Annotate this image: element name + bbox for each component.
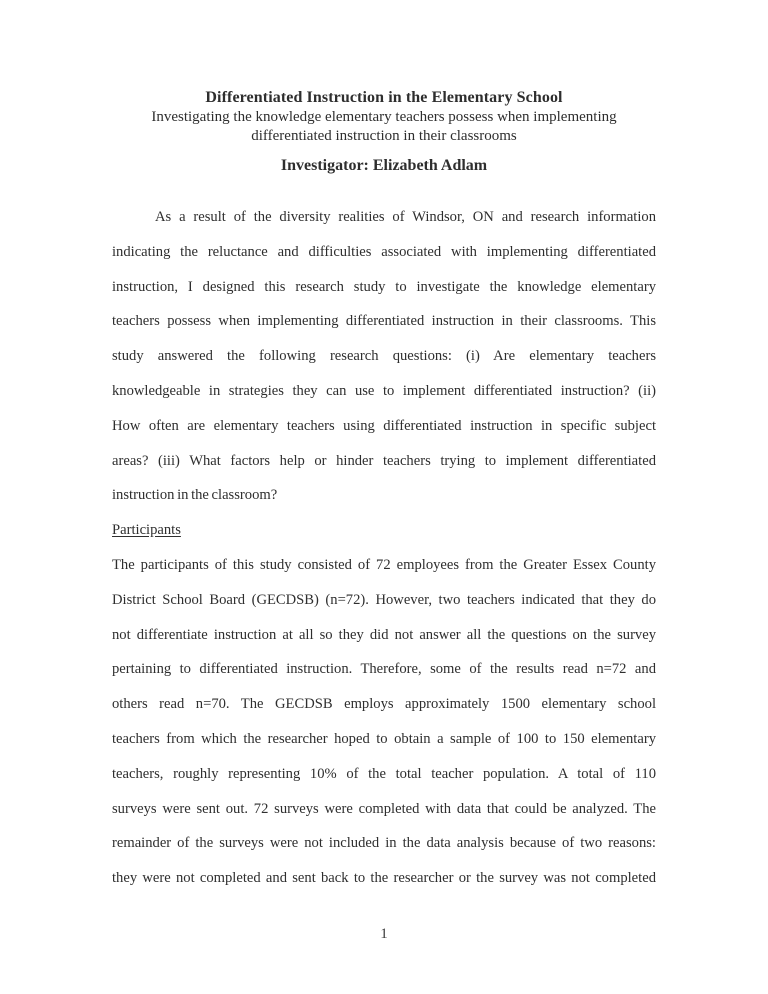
text-line: teachers possess when implementing differentiated instruction in their classrooms. This [112, 313, 656, 330]
text-line: instruction, I designed this research study to investigate the knowledge elementary [112, 278, 656, 295]
text-line: not differentiate instruction at all so they did not answer all the questions on the survey [112, 626, 656, 643]
document-subtitle [112, 108, 656, 147]
text-line: How often are elementary teachers using differentiated instruction in specific subject [112, 417, 656, 434]
text-line: teachers from which the researcher hoped to obtain a sample of 100 to 150 elementary [112, 730, 656, 747]
text-line: knowledgeable in strategies they can use to implement differentiated instruction? (ii) [112, 382, 656, 399]
text-line: areas? (iii) What factors help or hinder teachers trying to implement differentiated [112, 452, 656, 469]
document-body [112, 200, 656, 896]
text-line: study answered the following research questions: (i) Are elementary teachers [112, 348, 656, 365]
text-line: remainder of the surveys were not included in the data analysis because of two reasons: [112, 835, 656, 852]
text-line: pertaining to differentiated instruction. Therefore, some of the results read n=72 and [112, 661, 656, 678]
text-line: surveys were sent out. 72 surveys were completed with data that could be analyzed. The [112, 800, 656, 817]
paragraph-1 [112, 200, 656, 513]
document-title: Differentiated Instruction in the Elementary School [205, 89, 563, 106]
text-line: they were not completed and sent back to the researcher or the survey was not completed [112, 870, 656, 887]
text-line: indicating the reluctance and difficulties associated with implementing differentiated [112, 243, 656, 260]
section-heading-line [112, 513, 656, 548]
investigator-line: Investigator: Elizabeth Adlam [280, 156, 488, 174]
section-heading-participants: Participants [112, 522, 181, 539]
text-line: The participants of this study consisted of 72 employees from the Greater Essex County [112, 556, 656, 573]
text-line: others read n=70. The GECDSB employs approximately 1500 elementary school [112, 696, 656, 713]
paragraph-2 [112, 548, 656, 896]
text-line: District School Board (GECDSB) (n=72). However, two teachers indicated that they do [112, 591, 656, 608]
title-block [112, 88, 656, 175]
page-number: 1 [380, 926, 388, 942]
text-line: differentiated instruction in their classrooms [251, 128, 517, 144]
text-line: As a result of the diversity realities of Windsor, ON and research information [155, 209, 656, 225]
text-line: Investigating the knowledge elementary teachers possess when implementing [151, 108, 617, 125]
text-line: teachers, roughly representing 10% of the total teacher population. A total of 110 [112, 765, 656, 782]
text-line: instruction in the classroom? [112, 487, 278, 504]
